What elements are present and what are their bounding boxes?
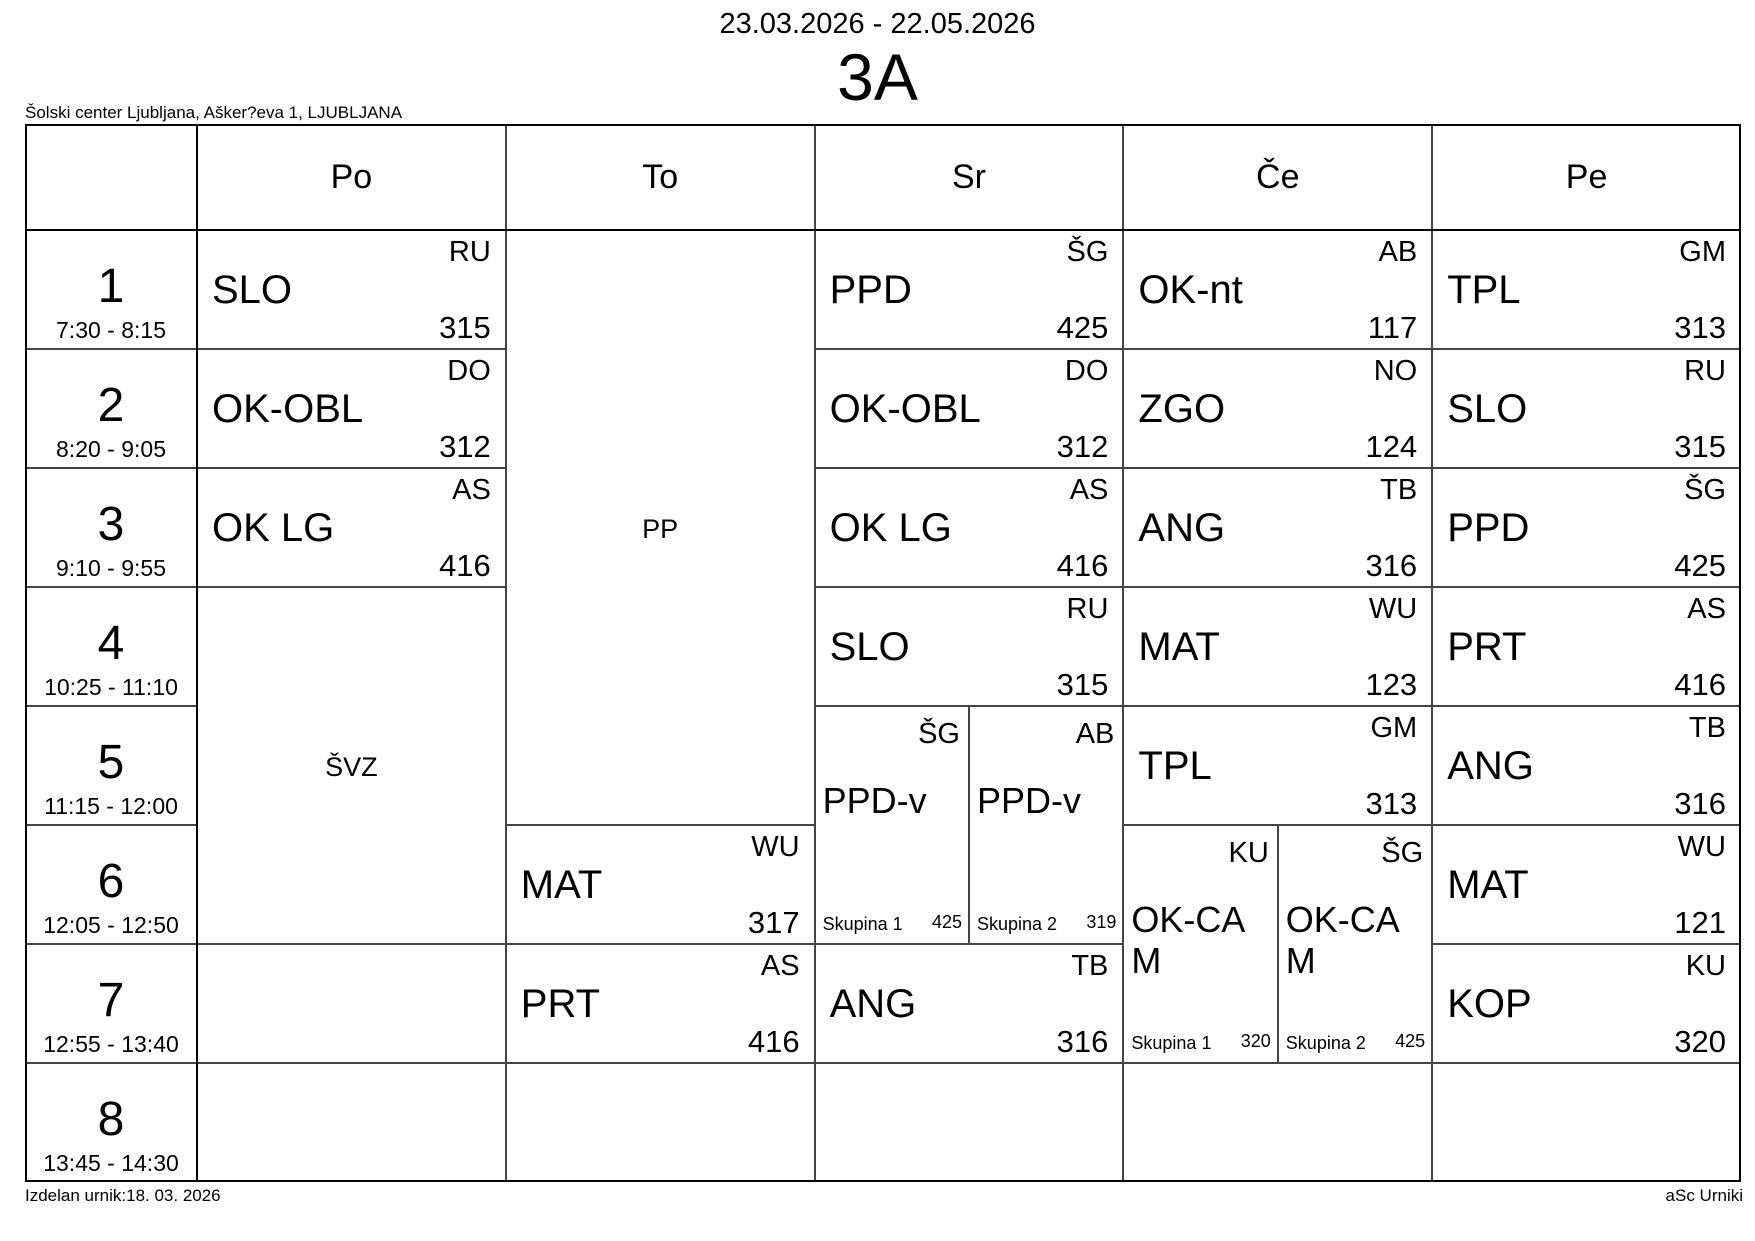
- subject-name: PRT: [1447, 624, 1527, 669]
- lesson-cell[interactable]: [815, 230, 1124, 349]
- period-time: 11:15 - 12:00: [44, 793, 178, 819]
- teacher-code: WU: [751, 831, 800, 863]
- lesson-cell[interactable]: [815, 944, 1124, 1063]
- teacher-code: ŠG: [918, 718, 960, 750]
- empty-cell: [815, 1063, 1124, 1182]
- period-time: 7:30 - 8:15: [56, 317, 166, 343]
- lesson-cell[interactable]: [1123, 468, 1432, 587]
- room-number: 319: [1086, 912, 1117, 932]
- room-number: 123: [1365, 667, 1418, 702]
- period-column-separator: [196, 124, 198, 1182]
- empty-cell: [1123, 1063, 1432, 1182]
- period-time: 13:45 - 14:30: [43, 1150, 179, 1176]
- room-number: 320: [1240, 1031, 1271, 1051]
- group-label: Skupina 2: [977, 914, 1058, 934]
- header-separator: [25, 229, 1741, 231]
- period-number: 5: [97, 736, 125, 789]
- subject-name: OK-CAM: [1285, 899, 1400, 981]
- room-number: 121: [1674, 905, 1726, 940]
- period-time: 12:55 - 13:40: [43, 1031, 179, 1057]
- group-label: Skupina 2: [1285, 1033, 1366, 1053]
- group-lesson-cell[interactable]: [969, 706, 1123, 944]
- subject-name: MAT: [520, 862, 603, 907]
- day-header: Če: [1123, 124, 1432, 230]
- subject-name: SLO: [1447, 386, 1528, 431]
- empty-cell: [506, 1063, 815, 1182]
- subject-name: OK LG: [212, 505, 335, 550]
- activity-cell[interactable]: [506, 230, 815, 825]
- teacher-code: AS: [452, 474, 491, 506]
- lesson-cell[interactable]: [1432, 349, 1741, 468]
- subject-name: OK LG: [829, 505, 952, 550]
- subject-name: PRT: [520, 981, 601, 1026]
- subject-name: PPD: [1447, 505, 1530, 550]
- lesson-cell[interactable]: [815, 587, 1124, 706]
- room-number: 425: [1056, 310, 1109, 345]
- period-cell: [25, 825, 197, 944]
- room-number: 124: [1365, 429, 1418, 464]
- group-lesson-cell[interactable]: [815, 706, 969, 944]
- room-number: 312: [439, 429, 491, 464]
- teacher-code: NO: [1373, 355, 1418, 387]
- teacher-code: GM: [1679, 236, 1726, 268]
- lesson-cell[interactable]: [815, 468, 1124, 587]
- lesson-cell[interactable]: [197, 349, 506, 468]
- room-number: 315: [439, 310, 491, 345]
- subject-name: PPD-v: [977, 780, 1082, 821]
- teacher-code: TB: [1380, 474, 1418, 506]
- subject-name: OK-OBL: [212, 386, 364, 431]
- room-number: 425: [931, 912, 962, 932]
- period-time: 9:10 - 9:55: [56, 555, 166, 581]
- period-cell: [25, 230, 197, 349]
- lesson-cell[interactable]: [1123, 706, 1432, 825]
- room-number: 416: [747, 1024, 800, 1059]
- day-header: Po: [197, 124, 506, 230]
- subject-name: OK-CAM: [1131, 899, 1246, 981]
- room-number: 416: [1674, 667, 1726, 702]
- period-cell: [25, 468, 197, 587]
- teacher-code: AS: [1687, 593, 1726, 625]
- activity-label: ŠVZ: [325, 751, 378, 782]
- corner-cell: [25, 124, 197, 230]
- activity-label: PP: [642, 513, 679, 544]
- lesson-cell[interactable]: [1432, 587, 1741, 706]
- teacher-code: RU: [448, 236, 491, 268]
- room-number: 316: [1056, 1024, 1109, 1059]
- teacher-code: TB: [1688, 712, 1726, 744]
- teacher-code: ŠG: [1066, 236, 1109, 268]
- subject-name: PPD: [829, 267, 912, 312]
- period-time: 10:25 - 11:10: [44, 674, 178, 700]
- room-number: 315: [1674, 429, 1726, 464]
- day-header: To: [506, 124, 815, 230]
- period-number: 3: [97, 498, 125, 551]
- period-number: 2: [97, 379, 125, 432]
- room-number: 313: [1365, 786, 1418, 821]
- teacher-code: DO: [1064, 355, 1109, 387]
- timetable-grid: [25, 124, 1741, 1182]
- empty-cell: [1432, 1063, 1741, 1182]
- software-credit: aSc Urniki: [1665, 1186, 1743, 1205]
- lesson-cell[interactable]: [1123, 230, 1432, 349]
- lesson-cell[interactable]: [506, 825, 815, 944]
- subject-name: TPL: [1138, 743, 1212, 788]
- subject-name: OK-OBL: [829, 386, 981, 431]
- subject-name: ANG: [1138, 505, 1226, 550]
- day-header: Sr: [815, 124, 1124, 230]
- room-number: 312: [1056, 429, 1109, 464]
- period-number: 7: [97, 974, 125, 1027]
- period-cell: [25, 349, 197, 468]
- period-time: 8:20 - 9:05: [56, 436, 166, 462]
- lesson-cell[interactable]: [1432, 230, 1741, 349]
- period-number: 1: [97, 260, 125, 313]
- room-number: 315: [1056, 667, 1109, 702]
- teacher-code: TB: [1071, 950, 1109, 982]
- room-number: 425: [1395, 1031, 1426, 1051]
- room-number: 425: [1674, 548, 1726, 583]
- period-time: 12:05 - 12:50: [43, 912, 179, 938]
- period-cell: [25, 706, 197, 825]
- teacher-code: RU: [1066, 593, 1109, 625]
- period-cell: [25, 1063, 197, 1182]
- subject-name: ZGO: [1138, 386, 1226, 431]
- created-date: Izdelan urnik:18. 03. 2026: [25, 1186, 221, 1205]
- room-number: 317: [747, 905, 800, 940]
- room-number: 416: [1056, 548, 1109, 583]
- teacher-code: GM: [1370, 712, 1418, 744]
- teacher-code: AS: [1069, 474, 1109, 506]
- teacher-code: ŠG: [1381, 837, 1424, 869]
- teacher-code: AB: [1075, 718, 1115, 750]
- empty-cell: [197, 944, 506, 1063]
- room-number: 313: [1674, 310, 1726, 345]
- date-range: 23.03.2026 - 22.05.2026: [719, 8, 1036, 40]
- empty-cell: [197, 1063, 506, 1182]
- subject-name: ANG: [1447, 743, 1534, 788]
- teacher-code: RU: [1684, 355, 1726, 387]
- lesson-cell[interactable]: [1432, 468, 1741, 587]
- period-number: 6: [97, 855, 125, 908]
- class-title: 3A: [837, 40, 918, 114]
- lesson-cell[interactable]: [506, 944, 815, 1063]
- group-lesson-cell[interactable]: [1123, 825, 1277, 1063]
- teacher-code: KU: [1685, 950, 1726, 982]
- group-label: Skupina 1: [822, 914, 903, 934]
- lesson-cell[interactable]: [1432, 706, 1741, 825]
- subject-name: TPL: [1447, 267, 1521, 312]
- teacher-code: AS: [760, 950, 800, 982]
- subject-name: OK-nt: [1138, 267, 1243, 312]
- room-number: 416: [439, 548, 491, 583]
- teacher-code: DO: [447, 355, 491, 387]
- period-cell: [25, 587, 197, 706]
- group-label: Skupina 1: [1131, 1033, 1212, 1053]
- room-number: 316: [1674, 786, 1726, 821]
- subject-name: PPD-v: [822, 780, 927, 821]
- day-header: Pe: [1432, 124, 1741, 230]
- subject-name: SLO: [829, 624, 910, 669]
- lesson-cell[interactable]: [1432, 944, 1741, 1063]
- teacher-code: WU: [1368, 593, 1418, 625]
- period-number: 8: [97, 1093, 125, 1146]
- room-number: 316: [1365, 548, 1418, 583]
- lesson-cell[interactable]: [197, 468, 506, 587]
- teacher-code: KU: [1228, 837, 1269, 869]
- subject-name: KOP: [1447, 981, 1532, 1026]
- period-cell: [25, 944, 197, 1063]
- lesson-cell[interactable]: [1432, 825, 1741, 944]
- lesson-cell[interactable]: [197, 230, 506, 349]
- lesson-cell[interactable]: [815, 349, 1124, 468]
- school-name: Šolski center Ljubljana, Ašker?eva 1, LJUBLJANA: [25, 103, 403, 122]
- room-number: 117: [1367, 310, 1418, 345]
- subject-name: MAT: [1138, 624, 1220, 669]
- lesson-cell[interactable]: [1123, 587, 1432, 706]
- room-number: 320: [1674, 1024, 1726, 1059]
- activity-cell[interactable]: [197, 587, 506, 944]
- group-lesson-cell[interactable]: [1278, 825, 1432, 1063]
- teacher-code: AB: [1378, 236, 1418, 268]
- subject-name: ANG: [829, 981, 917, 1026]
- teacher-code: ŠG: [1684, 474, 1726, 506]
- lesson-cell[interactable]: [1123, 349, 1432, 468]
- teacher-code: WU: [1677, 831, 1726, 863]
- subject-name: SLO: [212, 267, 293, 312]
- subject-name: MAT: [1447, 862, 1529, 907]
- period-number: 4: [97, 617, 125, 670]
